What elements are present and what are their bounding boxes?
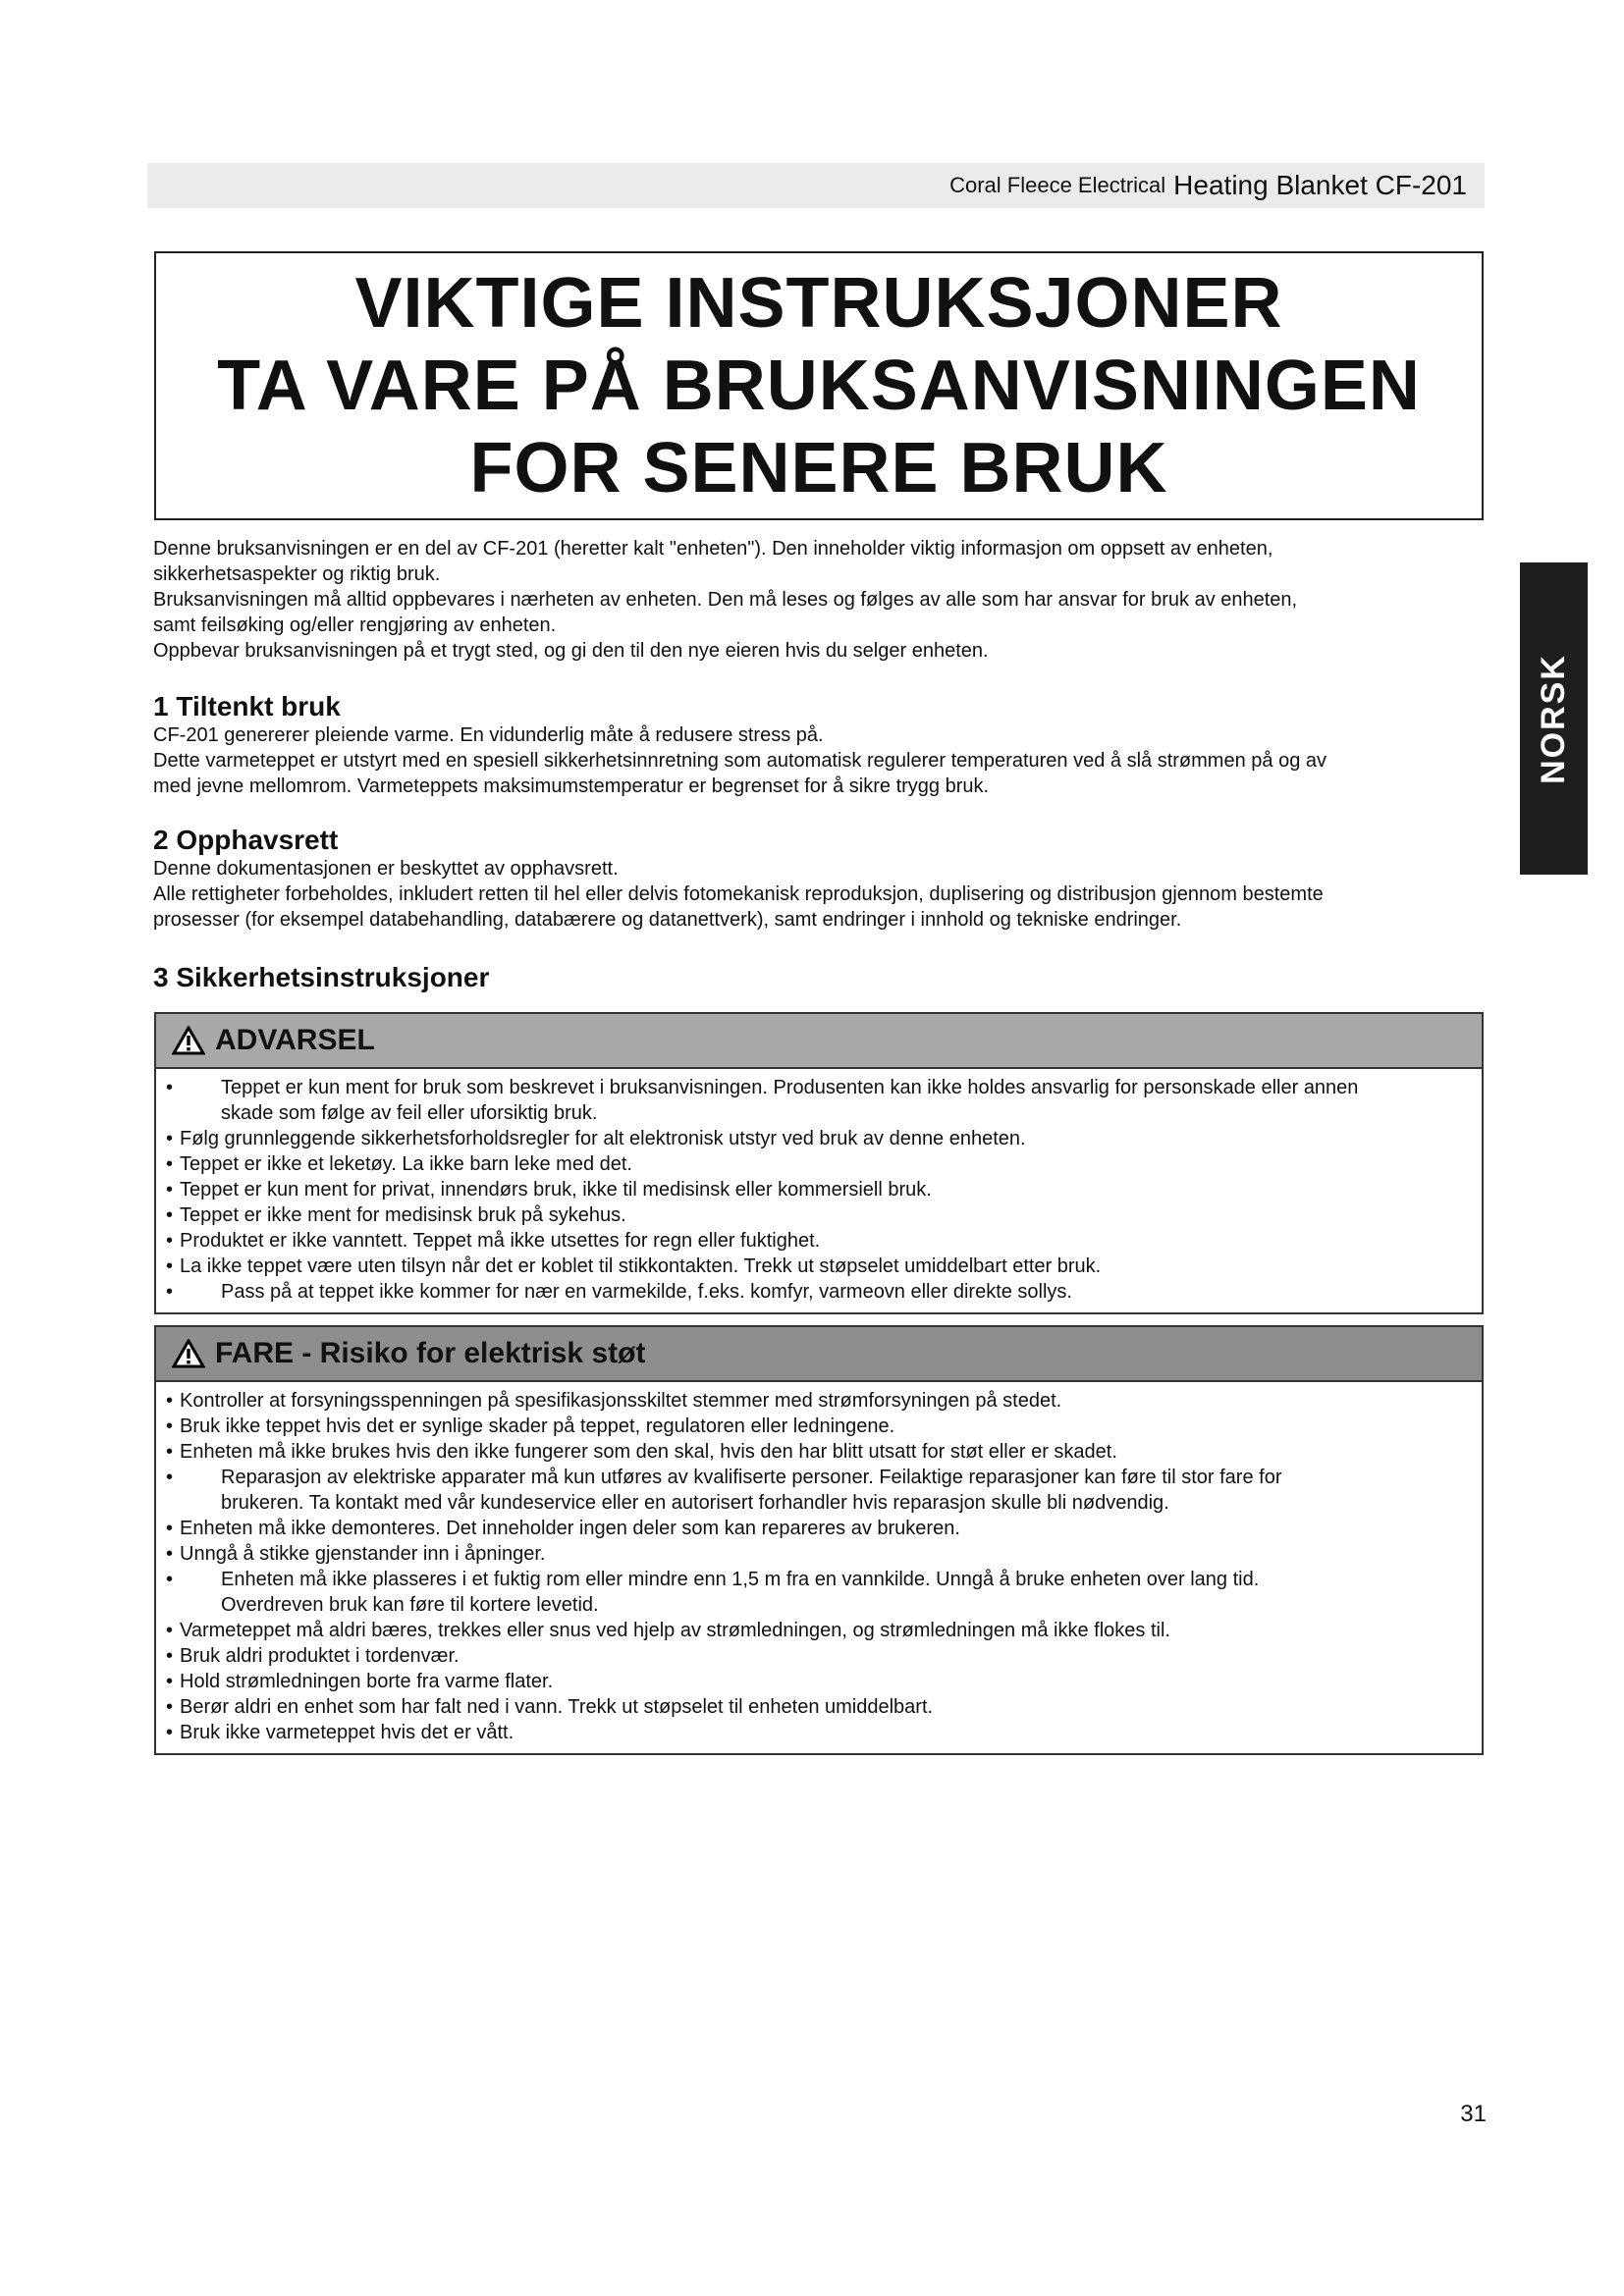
list-item: • Varmeteppet må aldri bæres, trekkes eller snus ved hjelp av strømledningen, og strømledningen må ikke flokes til. [166, 1620, 1170, 1641]
section-line: med jevne mellomrom. Varmeteppets maksimumstemperatur er begrenset for å sikre trygg bruk. [153, 775, 990, 797]
list-item: • Enheten må ikke plasseres i et fuktig rom eller mindre enn 1,5 m fra en vannkilde. Unngå å bruke enheten over lang tid. [166, 1569, 1260, 1590]
intro-line: samt feilsøking og/eller rengjøring av enheten. [153, 614, 557, 636]
list-item: • Teppet er ikke et leketøy. La ikke barn leke med det. [166, 1153, 632, 1175]
list-item: • Produktet er ikke vanntett. Teppet må ikke utsettes for regn eller fuktighet. [166, 1230, 821, 1252]
intro-line: sikkerhetsaspekter og riktig bruk. [153, 563, 441, 585]
list-item: • Teppet er kun ment for bruk som beskrevet i bruksanvisningen. Produsenten kan ikke holdes ansvarlig for personskade eller annen [166, 1077, 1359, 1098]
list-item: • Følg grunnleggende sikkerhetsforholdsregler for alt elektronisk utstyr ved bruk av denne enheten. [166, 1128, 1026, 1149]
section-intended-use [153, 691, 1489, 799]
section-heading: 2 Opphavsrett [153, 825, 339, 855]
section-line: Alle rettigheter forbeholdes, inkludert retten til hel eller delvis fotomekanisk reproduksjon, duplisering og distribusjon gjennom bestemte [153, 883, 1324, 905]
list-item: • Berør aldri en enhet som har falt ned i vann. Trekk ut støpselet til enheten umiddelbart. [166, 1696, 934, 1718]
list-item: • La ikke teppet være uten tilsyn når det er koblet til stikkontakten. Trekk ut støpselet umiddelbart etter bruk. [166, 1255, 1102, 1277]
list-item: • Bruk aldri produktet i tordenvær. [166, 1645, 460, 1667]
danger-box [154, 1325, 1484, 1755]
list-item: • Hold strømledningen borte fra varme flater. [166, 1671, 554, 1692]
language-tab [1520, 562, 1588, 875]
intro-line: Bruksanvisningen må alltid oppbevares i nærheten av enheten. Den må leses og følges av alle som har ansvar for bruk av enheten, [153, 589, 1298, 611]
header-product-name: Heating Blanket CF-201 [1173, 170, 1467, 200]
title-line-1: VIKTIGE INSTRUKSJONER [354, 264, 1283, 343]
list-item: • Teppet er ikke ment for medisinsk bruk på sykehus. [166, 1204, 626, 1226]
list-item: skade som følge av feil eller uforsiktig bruk. [221, 1102, 598, 1124]
list-item: • Unngå å stikke gjenstander inn i åpninger. [166, 1543, 546, 1565]
warning-triangle-icon [172, 1026, 205, 1055]
list-item: • Bruk ikke teppet hvis det er synlige skader på teppet, regulatoren eller ledningene. [166, 1415, 895, 1437]
title-box [154, 251, 1484, 520]
section-line: Dette varmeteppet er utstyrt med en spesiell sikkerhetsinnretning som automatisk regulerer temperaturen ved å slå strømmen på og av [153, 750, 1326, 772]
section-heading: 1 Tiltenkt bruk [153, 691, 341, 721]
intro-text [153, 536, 1489, 664]
intro-line: Denne bruksanvisningen er en del av CF-201 (heretter kalt "enheten"). Den inneholder viktig informasjon om oppsett av enheten, [153, 538, 1273, 560]
section-safety [153, 962, 1489, 993]
list-item: • Teppet er kun ment for privat, innendørs bruk, ikke til medisinsk eller kommersiell bruk. [166, 1179, 932, 1201]
section-heading: 3 Sikkerhetsinstruksjoner [153, 962, 490, 992]
list-item: • Pass på at teppet ikke kommer for nær en varmekilde, f.eks. komfyr, varmeovn eller direkte sollys. [166, 1281, 1072, 1303]
title-line-3: FOR SENERE BRUK [469, 429, 1168, 507]
title-line-2: TA VARE PÅ BRUKSANVISNINGEN [217, 347, 1421, 425]
danger-title: FARE - Risiko for elektrisk støt [215, 1337, 646, 1369]
danger-header [156, 1327, 1482, 1382]
header-product-line: Coral Fleece Electrical [949, 173, 1166, 197]
list-item: • Bruk ikke varmeteppet hvis det er vått. [166, 1722, 514, 1743]
list-item: Overdreven bruk kan føre til kortere levetid. [221, 1594, 599, 1616]
document-header [147, 163, 1485, 208]
warning-header [156, 1014, 1482, 1069]
danger-list [156, 1382, 1482, 1753]
warning-list [156, 1069, 1482, 1312]
language-tab-label: NORSK [1535, 653, 1573, 784]
section-line: CF-201 genererer pleiende varme. En vidunderlig måte å redusere stress på. [153, 724, 824, 746]
list-item: • Kontroller at forsyningsspenningen på spesifikasjonsskiltet stemmer med strømforsyningen på stedet. [166, 1390, 1062, 1412]
list-item: • Reparasjon av elektriske apparater må kun utføres av kvalifiserte personer. Feilaktige reparasjoner kan føre til stor fare for [166, 1467, 1282, 1488]
list-item: • Enheten må ikke brukes hvis den ikke fungerer som den skal, hvis den har blitt utsatt for støt eller er skadet. [166, 1441, 1117, 1463]
list-item: • Enheten må ikke demonteres. Det inneholder ingen deler som kan repareres av brukeren. [166, 1518, 960, 1539]
page-number: 31 [1460, 2101, 1487, 2127]
warning-triangle-icon [172, 1339, 205, 1368]
section-line: prosesser (for eksempel databehandling, databærere og datanettverk), samt endringer i innhold og tekniske endringer. [153, 909, 1182, 931]
section-line: Denne dokumentasjonen er beskyttet av opphavsrett. [153, 858, 619, 880]
warning-title: ADVARSEL [215, 1024, 375, 1056]
warning-box [154, 1012, 1484, 1314]
section-copyright [153, 825, 1489, 933]
list-item: brukeren. Ta kontakt med vår kundeservice eller en autorisert forhandler hvis reparasjon skulle bli nødvendig. [221, 1492, 1169, 1514]
intro-line: Oppbevar bruksanvisningen på et trygt sted, og gi den til den nye eieren hvis du selger enheten. [153, 640, 989, 662]
